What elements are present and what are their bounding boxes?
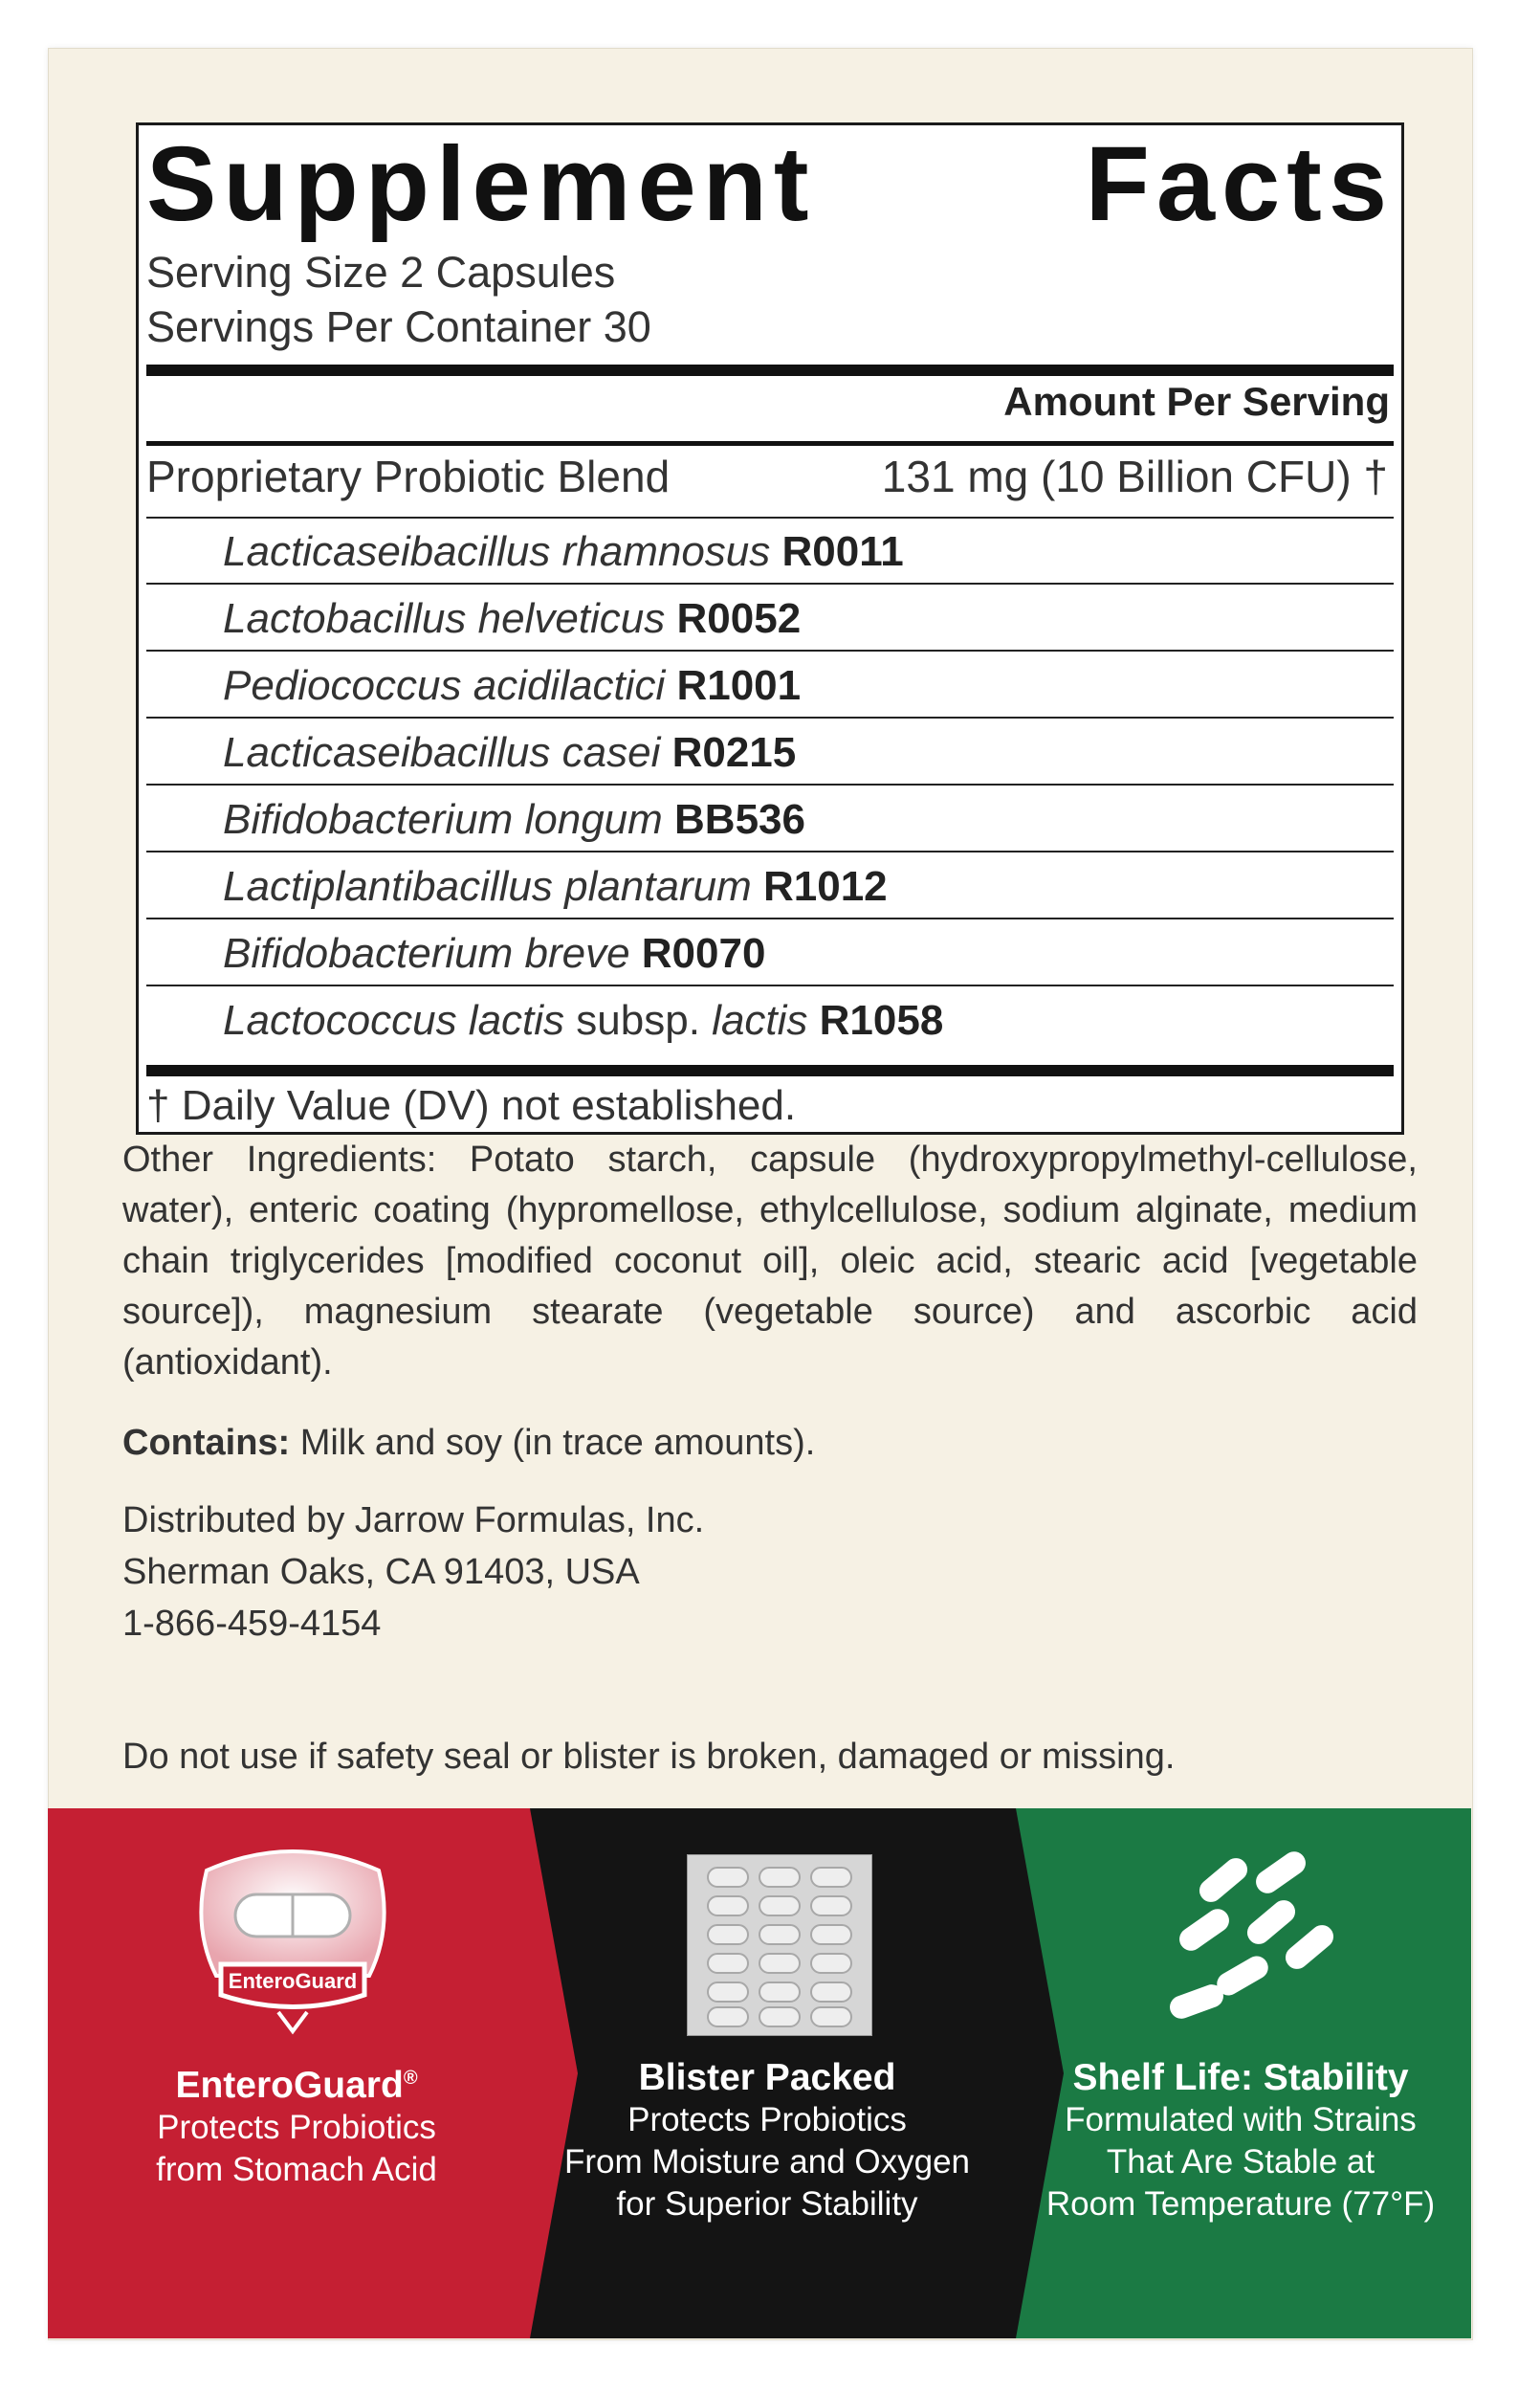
strain-species: Lactococcus lactis [223,997,565,1044]
strain-row [223,724,796,782]
strain-species: Bifidobacterium longum [223,796,663,843]
blister-line-1: Protects Probiotics [627,2101,907,2138]
divider-thick [146,365,1394,376]
strain-row [223,791,805,849]
amount-per-serving-header: Amount Per Serving [1003,379,1390,424]
contains-text: Milk and soy (in trace amounts). [290,1423,816,1463]
blister-pack-icon [687,1854,872,2036]
strain-species: Lacticaseibacillus casei [223,729,661,776]
daily-value-note: † Daily Value (DV) not established. [146,1082,797,1129]
contains-label: Contains: [122,1423,291,1463]
strain-code: BB536 [674,796,805,843]
enteroguard-line-2: from Stomach Acid [156,2151,437,2188]
contains-line [122,1418,1418,1469]
strain-row [223,858,888,916]
strain-species: Lactobacillus helveticus [223,595,666,642]
strain-code: R0070 [641,930,766,977]
strain-row [223,925,765,983]
strain-row [223,657,801,715]
strain-row [223,590,801,648]
distributor-line-2: Sherman Oaks, CA 91403, USA [122,1552,640,1592]
row-divider [146,918,1394,919]
blend-name: Proprietary Probiotic Blend [146,452,671,501]
blister-title: Blister Packed [638,2057,896,2098]
strain-species: Bifidobacterium breve [223,930,630,977]
title-word-2: Facts [1085,125,1394,243]
distributor-line-1: Distributed by Jarrow Formulas, Inc. [122,1500,705,1540]
strain-species: Pediococcus acidilactici [223,662,666,709]
strain-row [223,523,904,581]
strain-species: Lacticaseibacillus rhamnosus [223,528,771,575]
strain-code: R0052 [676,595,802,642]
row-divider [146,583,1394,585]
strain-species: Lactiplantibacillus plantarum [223,863,752,910]
row-divider [146,851,1394,852]
strain-code: R1058 [819,997,944,1044]
servings-per-container: Servings Per Container 30 [146,302,651,351]
blister-line-2: From Moisture and Oxygen [563,2143,971,2181]
title-word-1: Supplement [146,125,816,243]
row-divider [146,717,1394,719]
row-divider [146,784,1394,786]
shelf-life-title: Shelf Life: Stability [1072,2057,1409,2098]
shelf-life-line-1: Formulated with Strains [1065,2101,1417,2138]
row-divider [146,985,1394,986]
distributor-phone: 1-866-459-4154 [122,1604,382,1644]
divider-medium [146,441,1394,446]
enteroguard-badge-text: EnteroGuard [228,1969,358,1993]
blister-caption [538,2057,997,2225]
enteroguard-title: EnteroGuard® [175,2065,418,2106]
blister-line-3: for Superior Stability [616,2185,918,2223]
other-ingredients: Other Ingredients: Potato starch, capsule (hydroxypropylmethyl-cellulose, water), enteric coating (hypromellose, ethylcellulose, sodium alginate, medium chain triglycerides [modified coconut oil], oleic acid, stearic acid [vegetable source]), magnesium stearate (vegetable source) and ascorbic acid (antioxidant). [122,1140,1418,1383]
enteroguard-capsule-icon [187,1842,398,2043]
shelf-life-line-2: That Are Stable at [1106,2143,1375,2181]
enteroguard-line-1: Protects Probiotics [157,2109,436,2146]
row-divider [146,650,1394,652]
divider-thick-bottom [146,1065,1394,1076]
strain-code: R1012 [762,863,888,910]
strain-code: R1001 [676,662,802,709]
supplement-facts-panel [136,122,1404,1135]
strain-subsp: subsp. [576,997,700,1044]
serving-size: Serving Size 2 Capsules [146,248,616,297]
strain-code: R0011 [781,528,904,575]
strain-subspecies: lactis [712,997,808,1044]
strain-row-last [223,992,943,1050]
blend-row [146,451,1394,502]
shelf-life-caption [1025,2057,1456,2225]
supplement-facts-title [146,127,1394,242]
row-divider [146,517,1394,519]
safety-warning: Do not use if safety seal or blister is broken, damaged or missing. [122,1737,1176,1777]
shelf-life-line-3: Room Temperature (77°F) [1045,2185,1436,2223]
enteroguard-caption [96,2057,497,2191]
blend-amount: 131 mg (10 Billion CFU) † [881,452,1388,501]
strain-code: R0215 [671,729,797,776]
probiotic-bacteria-icon [1157,1851,1349,2033]
